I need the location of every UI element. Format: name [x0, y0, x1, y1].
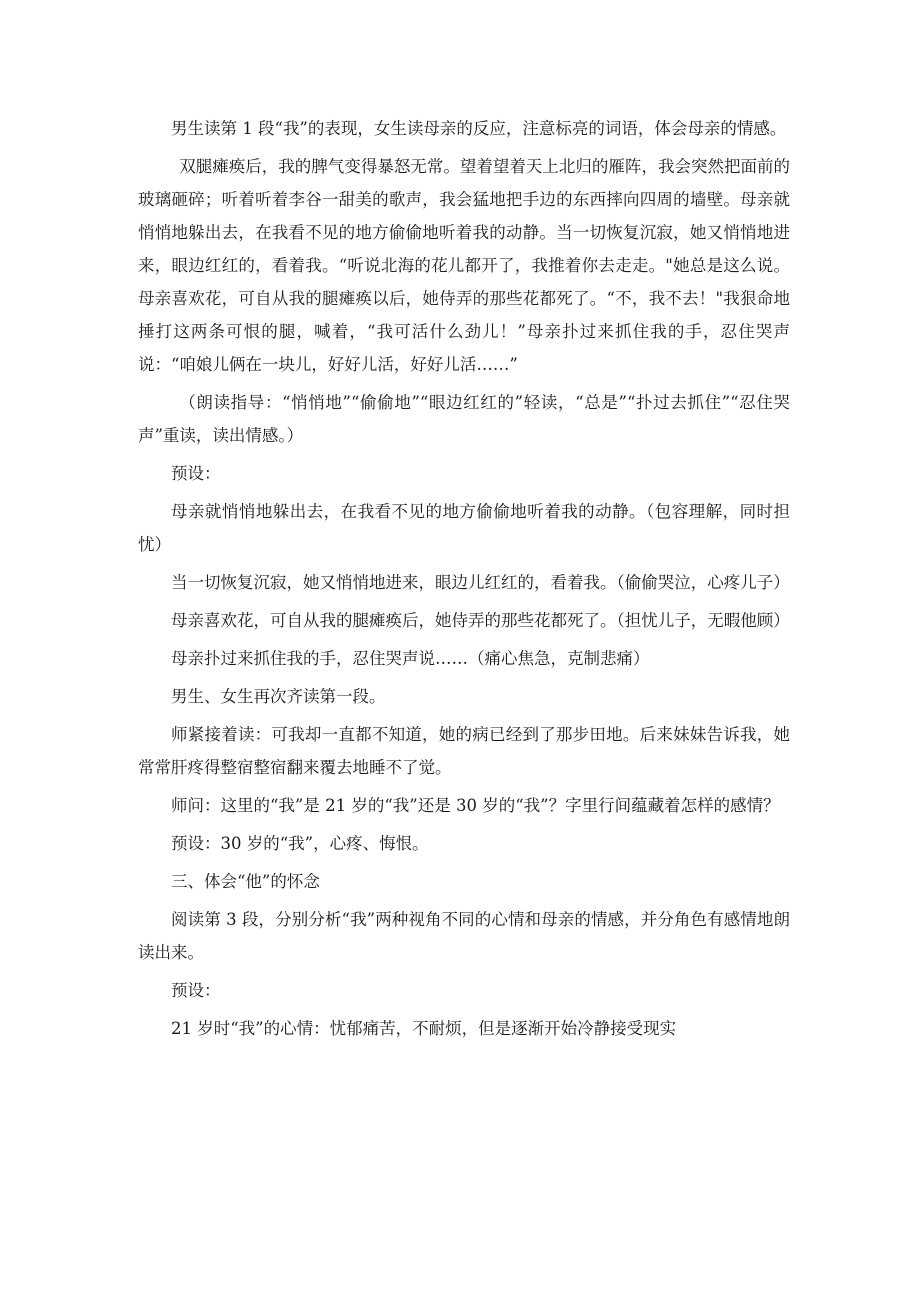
- paragraph-preset-1: 母亲就悄悄地躲出去，在我看不见的地方偷偷地听着我的动静。（包容理解，同时担忧）: [138, 502, 790, 554]
- paragraph-preset-3: 母亲喜欢花，可自从我的腿瘫痪后，她侍弄的那些花都死了。（担忧儿子，无暇他顾）: [171, 611, 790, 630]
- paragraph-preset-mood: 21 岁时“我”的心情：忧郁痛苦，不耐烦，但是逐渐开始冷静接受现实: [171, 1019, 677, 1038]
- paragraph-group-reading: 男生、女生再次齐读第一段。: [171, 687, 386, 706]
- section-heading: 三、体会“他”的怀念: [171, 872, 320, 891]
- paragraph-reading-task: 男生读第 1 段“我”的表现，女生读母亲的反应，注意标亮的词语，体会母亲的情感。: [171, 119, 787, 138]
- paragraph-quoted-passage: 双腿瘫痪后，我的脾气变得暴怒无常。望着望着天上北归的雁阵，我会突然把面前的玻璃砸碎；听着听着李谷一甜美的歌声，我会猛地把手边的东西摔向四周的墙壁。母亲就悄悄地躲出去，在我看不见的地方偷偷地听着我的动静。当一切恢复沉寂，她又悄悄地进来，眼边红红的，看着我。“听说北海的花儿都开了，我推着你去走走。"她总是这么说。母亲喜欢花，可自从我的腿瘫痪以后，她侍弄的那些花都死了。“不，我不去！"我狠命地捶打这两条可恨的腿，喊着，“我可活什么劲儿！”母亲扑过来抓住我的手，忍住哭声说：“咱娘儿俩在一块儿，好好儿活，好好儿活……”: [138, 157, 790, 374]
- paragraph-section-task: 阅读第 3 段，分别分析“我”两种视角不同的心情和母亲的情感，并分角色有感情地朗读出来。: [138, 910, 790, 962]
- paragraph-teacher-reading: 师紧接着读：可我却一直都不知道，她的病已经到了那步田地。后来妹妹告诉我，她常常肝疼得整宿整宿翻来覆去地睡不了觉。: [138, 725, 790, 777]
- paragraph-preset-label: 预设：: [171, 464, 221, 483]
- paragraph-preset-label-2: 预设：: [171, 981, 221, 1000]
- paragraph-teacher-question: 师问：这里的“我”是 21 岁的“我”还是 30 岁的“我”？字里行间蕴藏着怎样的感情？: [171, 796, 780, 815]
- paragraph-preset-4: 母亲扑过来抓住我的手，忍住哭声说……（痛心焦急，克制悲痛）: [171, 649, 650, 668]
- paragraph-preset-2: 当一切恢复沉寂，她又悄悄地进来，眼边儿红红的，看着我。（偷偷哭泣，心疼儿子）: [171, 573, 790, 592]
- paragraph-preset-answer: 预设：30 岁的“我”，心疼、悔恨。: [171, 834, 429, 853]
- paragraph-reading-guidance: （朗读指导：“悄悄地”“偷偷地”“眼边红红的”轻读，“总是”“扑过去抓住”“忍住哭声”重读，读出情感。）: [138, 393, 790, 445]
- document-body: [138, 112, 790, 1050]
